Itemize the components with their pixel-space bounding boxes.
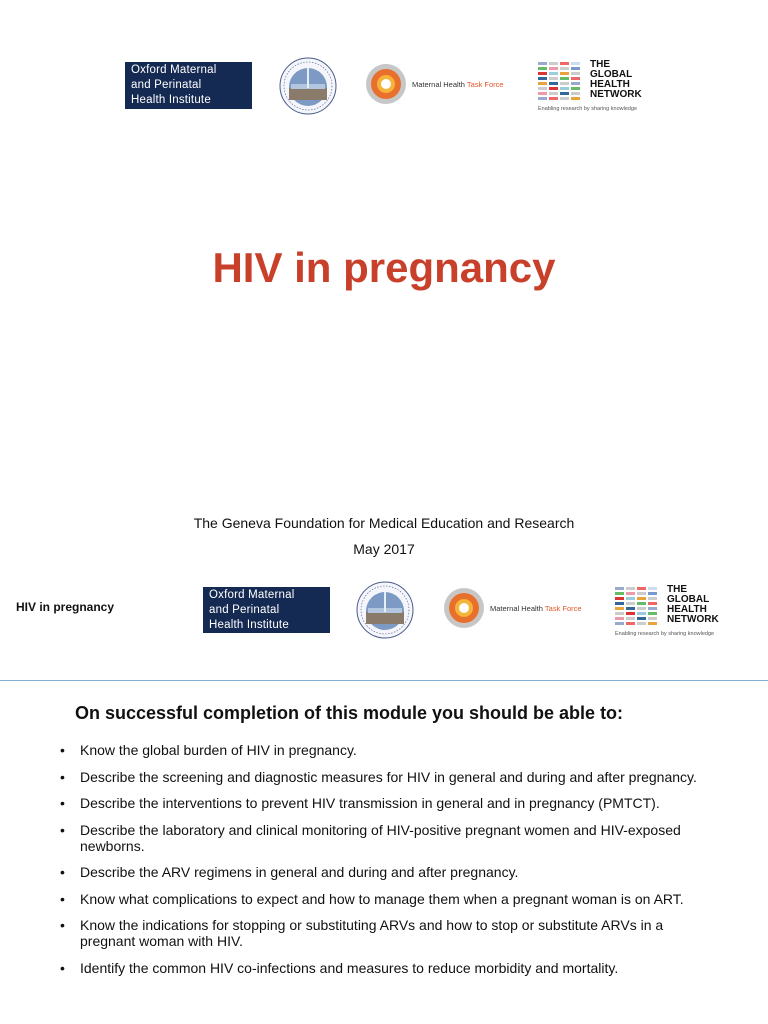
omphi-line3: Health Institute <box>209 618 289 631</box>
omphi-line1: Oxford Maternal <box>209 588 295 601</box>
objective-text: Describe the ARV regimens in general and during and after pregnancy. <box>80 864 519 880</box>
mhtf-text-accent: Task Force <box>544 603 582 613</box>
foundation-seal-icon <box>278 56 338 116</box>
global-health-network-logo-footer <box>615 585 719 637</box>
ghn-bars-icon <box>538 60 586 104</box>
objectives-heading: On successful completion of this module you should be able to: <box>75 703 624 723</box>
global-health-network-logo <box>538 60 642 112</box>
list-item <box>60 891 720 907</box>
ghn-tagline: Enabling research by sharing knowledge <box>538 106 638 112</box>
objective-text: Know what complications to expect and how to manage them when a pregnant woman is on ART. <box>80 890 684 907</box>
ghn-line1: THE <box>667 584 687 595</box>
objective-text: Know the indications for stopping or substituting ARVs and how to stop or substitute ARVs in a pregnant woman with HIV. <box>80 917 664 949</box>
mhtf-text-accent: Task Force <box>466 79 504 89</box>
list-item <box>60 960 720 976</box>
ghn-line3: HEALTH <box>667 604 707 615</box>
mhtf-text: Maternal Health <box>490 603 545 613</box>
foundation-name: The Geneva Foundation for Medical Education and Research <box>193 515 575 531</box>
objective-text: Describe the laboratory and clinical monitoring of HIV-positive pregnant women and HIV-exposed newborns. <box>80 821 681 854</box>
list-item <box>60 795 720 811</box>
presentation-date: May 2017 <box>353 541 415 557</box>
mhtf-sun-icon <box>442 586 486 630</box>
omphi-line1: Oxford Maternal <box>131 64 217 76</box>
objective-text: Know the global burden of HIV in pregnancy. <box>80 742 357 758</box>
maternal-health-task-force-logo-footer <box>442 586 582 630</box>
list-item <box>60 822 720 854</box>
mhtf-text: Maternal Health <box>412 79 467 89</box>
oxford-maternal-logo-footer <box>203 587 330 633</box>
ghn-tagline: Enabling research by sharing knowledge <box>615 631 715 637</box>
bullet-icon: • <box>60 768 65 785</box>
footer-label: HIV in pregnancy <box>16 600 115 614</box>
bullet-icon: • <box>60 742 65 758</box>
omphi-line2: and Perinatal <box>209 603 280 616</box>
ghn-line2: GLOBAL <box>667 594 710 605</box>
list-item <box>60 917 720 949</box>
objective-text: Describe the screening and diagnostic measures for HIV in general and during and after pregnancy. <box>80 768 697 785</box>
objective-text: Describe the interventions to prevent HIV transmission in general and in pregnancy (PMTCT). <box>80 795 660 811</box>
list-item <box>60 742 720 758</box>
ghn-line3: HEALTH <box>590 79 630 90</box>
bullet-icon: • <box>60 821 65 838</box>
list-item <box>60 864 720 880</box>
bullet-icon: • <box>60 890 65 907</box>
omphi-line3: Health Institute <box>131 94 211 106</box>
foundation-seal-icon <box>355 580 415 640</box>
bullet-icon: • <box>60 959 65 976</box>
oxford-maternal-logo <box>125 62 252 109</box>
ghn-line1: THE <box>590 59 610 70</box>
bullet-icon: • <box>60 917 65 933</box>
omphi-line2: and Perinatal <box>131 79 202 91</box>
list-item <box>60 769 720 785</box>
mhtf-sun-icon <box>364 62 408 106</box>
ghn-line4: NETWORK <box>667 614 719 625</box>
bullet-icon: • <box>60 795 65 811</box>
slide-title: HIV in pregnancy <box>212 244 556 291</box>
ghn-line4: NETWORK <box>590 89 642 100</box>
ghn-line2: GLOBAL <box>590 69 633 80</box>
ghn-bars-icon <box>615 585 663 629</box>
page-divider <box>0 680 768 681</box>
objectives-list <box>60 742 720 986</box>
bullet-icon: • <box>60 864 65 880</box>
maternal-health-task-force-logo <box>364 62 504 106</box>
objective-text: Identify the common HIV co-infections and measures to reduce morbidity and mortality. <box>80 959 619 976</box>
